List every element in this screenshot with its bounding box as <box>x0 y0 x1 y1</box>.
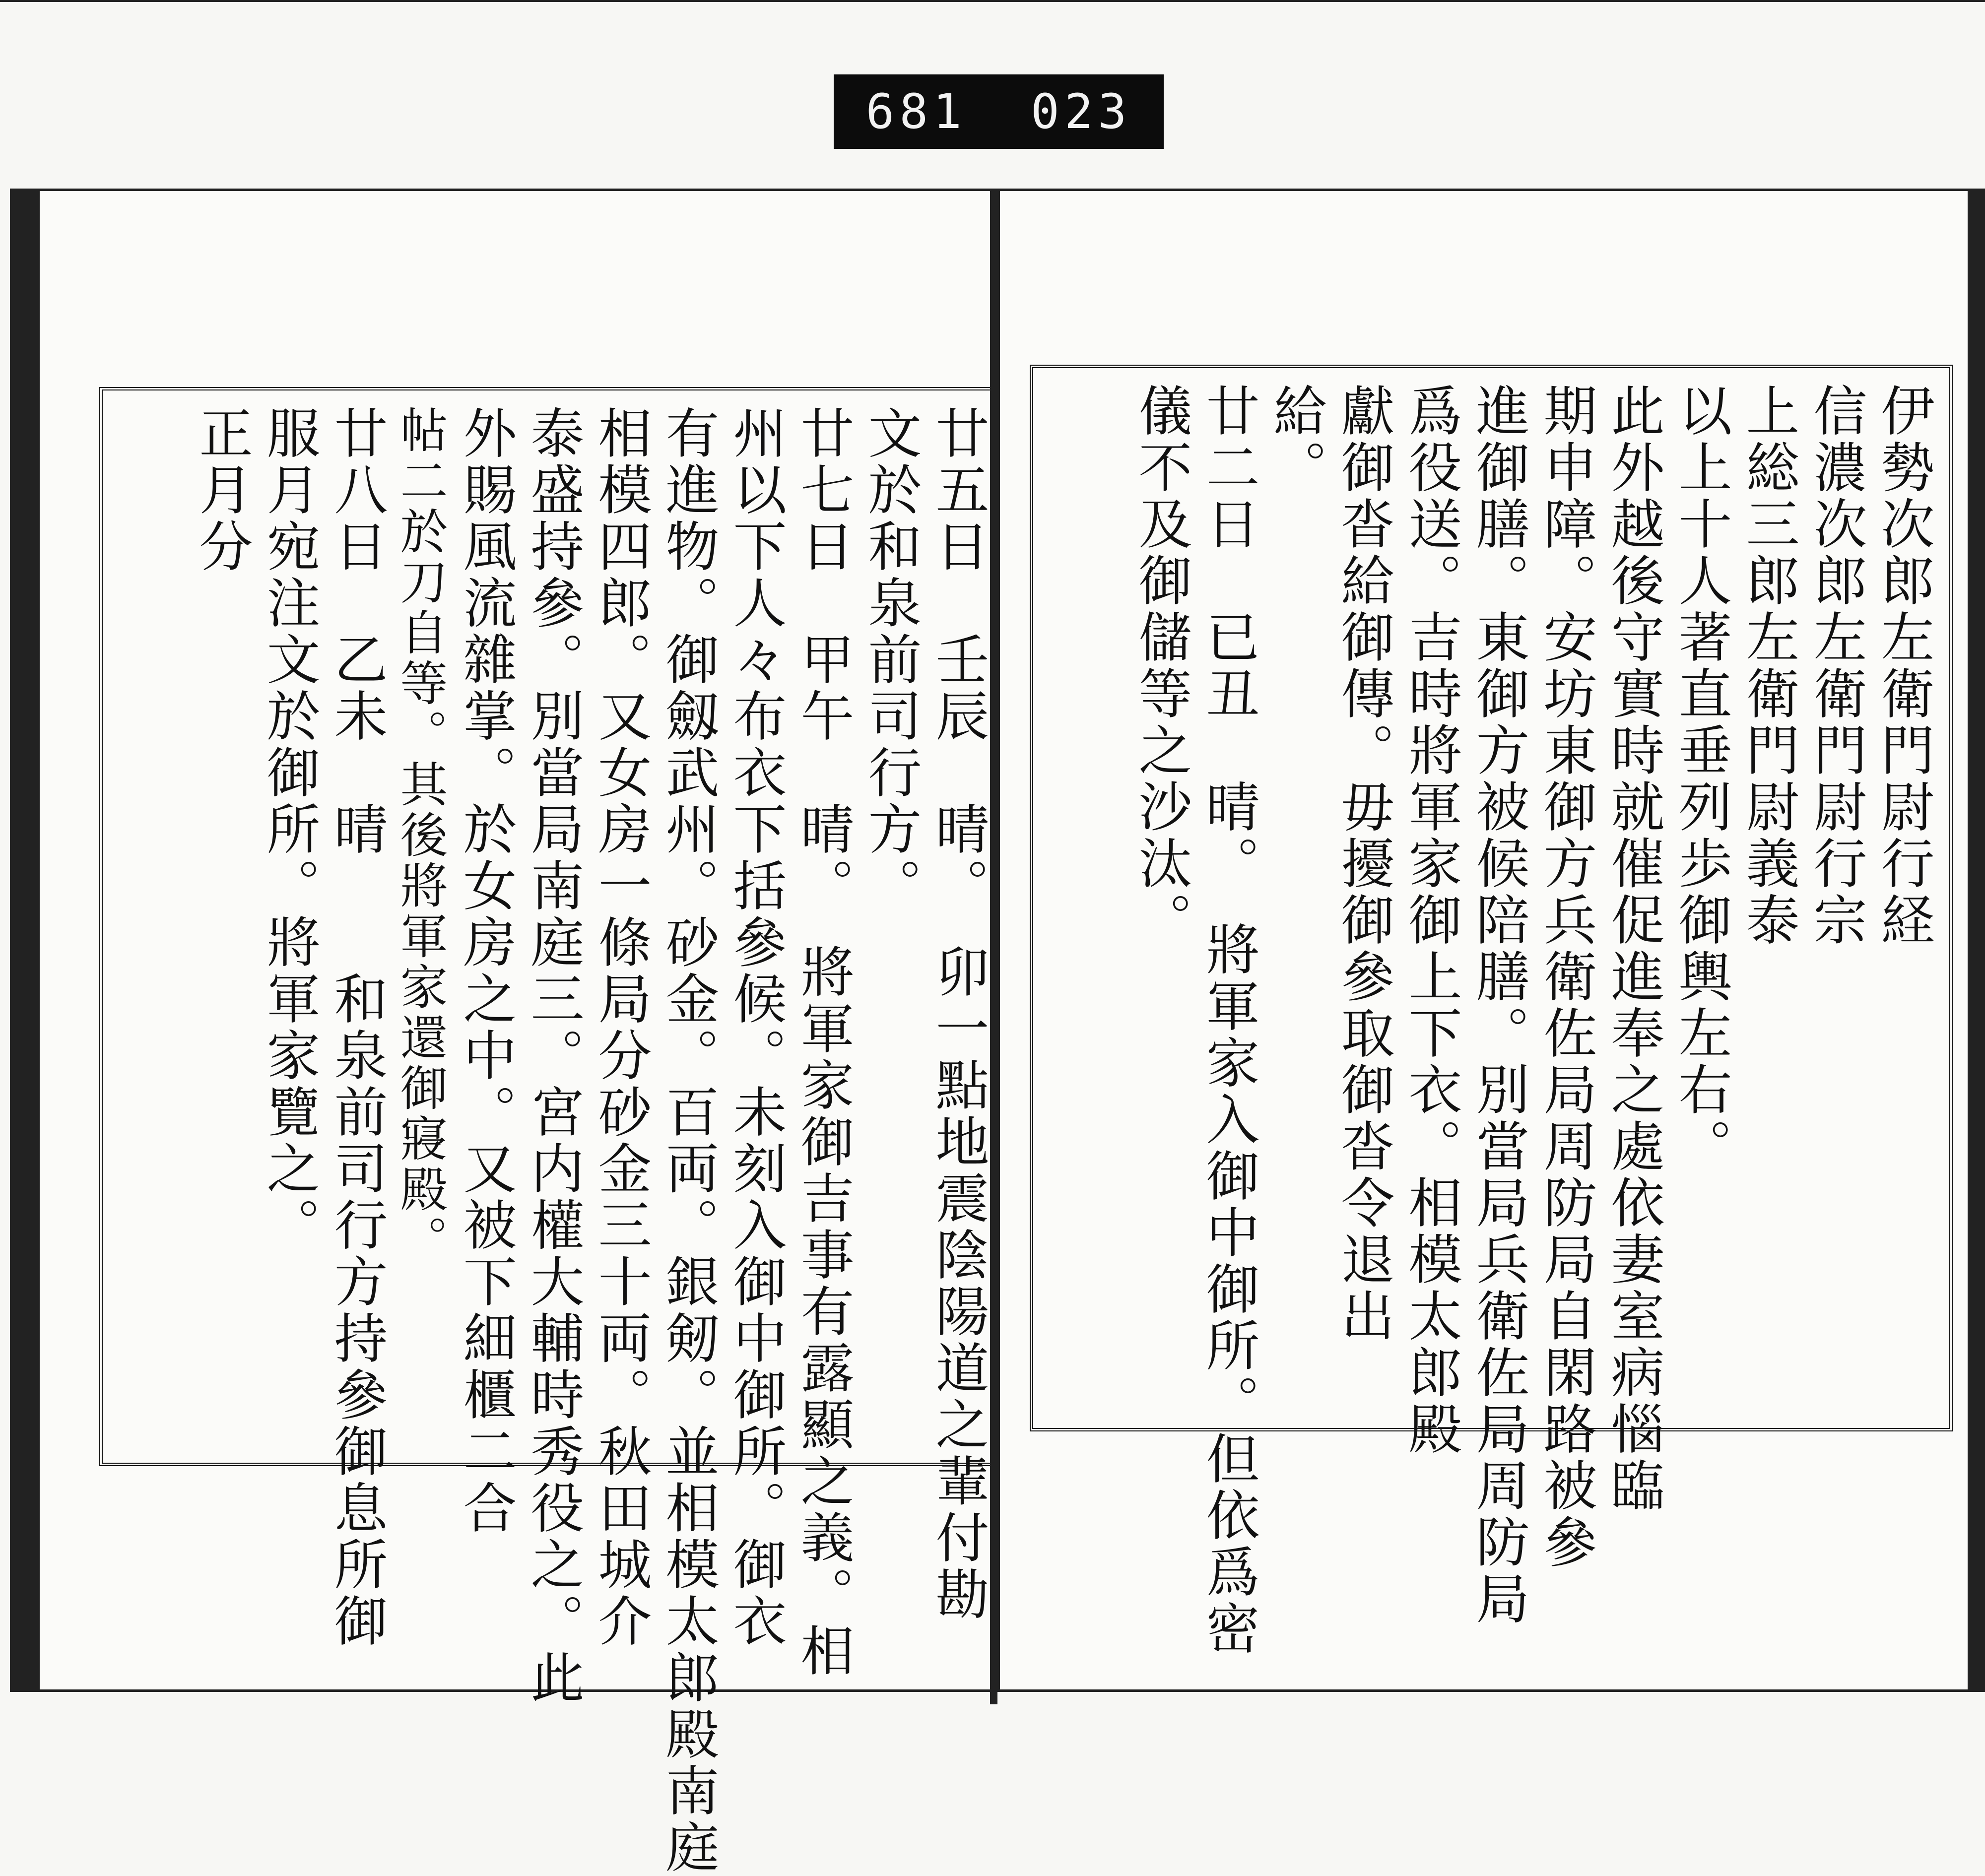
text-column: 給。 <box>1264 383 1326 496</box>
text-column: 相模四郎。又女房一條局分砂金三十両。秋田城介 <box>589 405 651 1650</box>
text-column: 爲役送。吉時將軍家御上下衣。相模太郎殿 <box>1399 383 1461 1458</box>
left-text-frame <box>99 387 1007 1876</box>
text-column: 獻御沓給御傳。毋擾御參取御沓令退出 <box>1332 383 1394 1345</box>
right-text-body <box>1053 383 1934 1657</box>
right-page <box>997 189 1985 1692</box>
text-column: 廿二日 已丑 晴。 將軍家入御中御所。但依爲密 <box>1197 383 1259 1657</box>
text-column: 正月分 <box>190 405 252 575</box>
right-text-frame <box>1030 365 1953 1657</box>
stamp-left-number: 681 <box>865 84 967 139</box>
text-column: 以上十人著直垂列歩御輿左右。 <box>1669 383 1731 1175</box>
text-column: 進御膳。東御方被候陪膳。別當局兵衛佐局周防局 <box>1467 383 1529 1627</box>
text-column: 廿七日 甲午 晴。 將軍家御吉事有露顯之義。相 <box>792 405 854 1680</box>
text-column: 上総三郎左衛門尉義泰 <box>1737 383 1799 949</box>
text-column: 廿八日 乙未 晴 和泉前司行方持參御息所御 <box>325 405 387 1650</box>
text-column: 帖二於刀自等。其後將軍家還御寢殿。 <box>393 405 448 1266</box>
top-rule <box>0 0 1985 2</box>
left-page <box>10 189 1022 1876</box>
stamp-right-number: 023 <box>1031 84 1132 139</box>
text-column: 廿五日 壬辰 晴。 卯一點地震陰陽道之輩付勘 <box>926 405 989 1623</box>
text-column: 有進物。御劔武州。砂金。百両。銀剱。並相模太郎殿南庭 <box>657 405 719 1876</box>
text-column: 州以下人々布衣下括參候。未刻入御中御所。御衣 <box>724 405 786 1650</box>
text-column: 泰盛持參。別當局南庭三。宮内權大輔時秀役之。此 <box>522 405 584 1706</box>
text-column: 服月宛注文於御所。將軍家覽之。 <box>258 405 320 1254</box>
book-gutter <box>990 189 997 1704</box>
left-text-body <box>123 405 989 1876</box>
archive-number-stamp <box>834 74 1164 149</box>
text-column: 信濃次郎左衛門尉行宗 <box>1804 383 1866 949</box>
text-column: 此外越後守實時就催促進奉之處依妻室病惱臨 <box>1602 383 1664 1514</box>
text-column: 外賜風流雜掌。於女房之中。又被下細櫃二合 <box>454 405 516 1537</box>
text-column: 期申障。安坊東御方兵衛佐局周防局自閑路被參 <box>1534 383 1596 1571</box>
text-column: 文於和泉前司行方。 <box>859 405 921 914</box>
text-column: 伊勢次郎左衛門尉行経 <box>1872 383 1934 949</box>
text-column: 儀不及御儲等之沙汰。 <box>1129 383 1191 949</box>
